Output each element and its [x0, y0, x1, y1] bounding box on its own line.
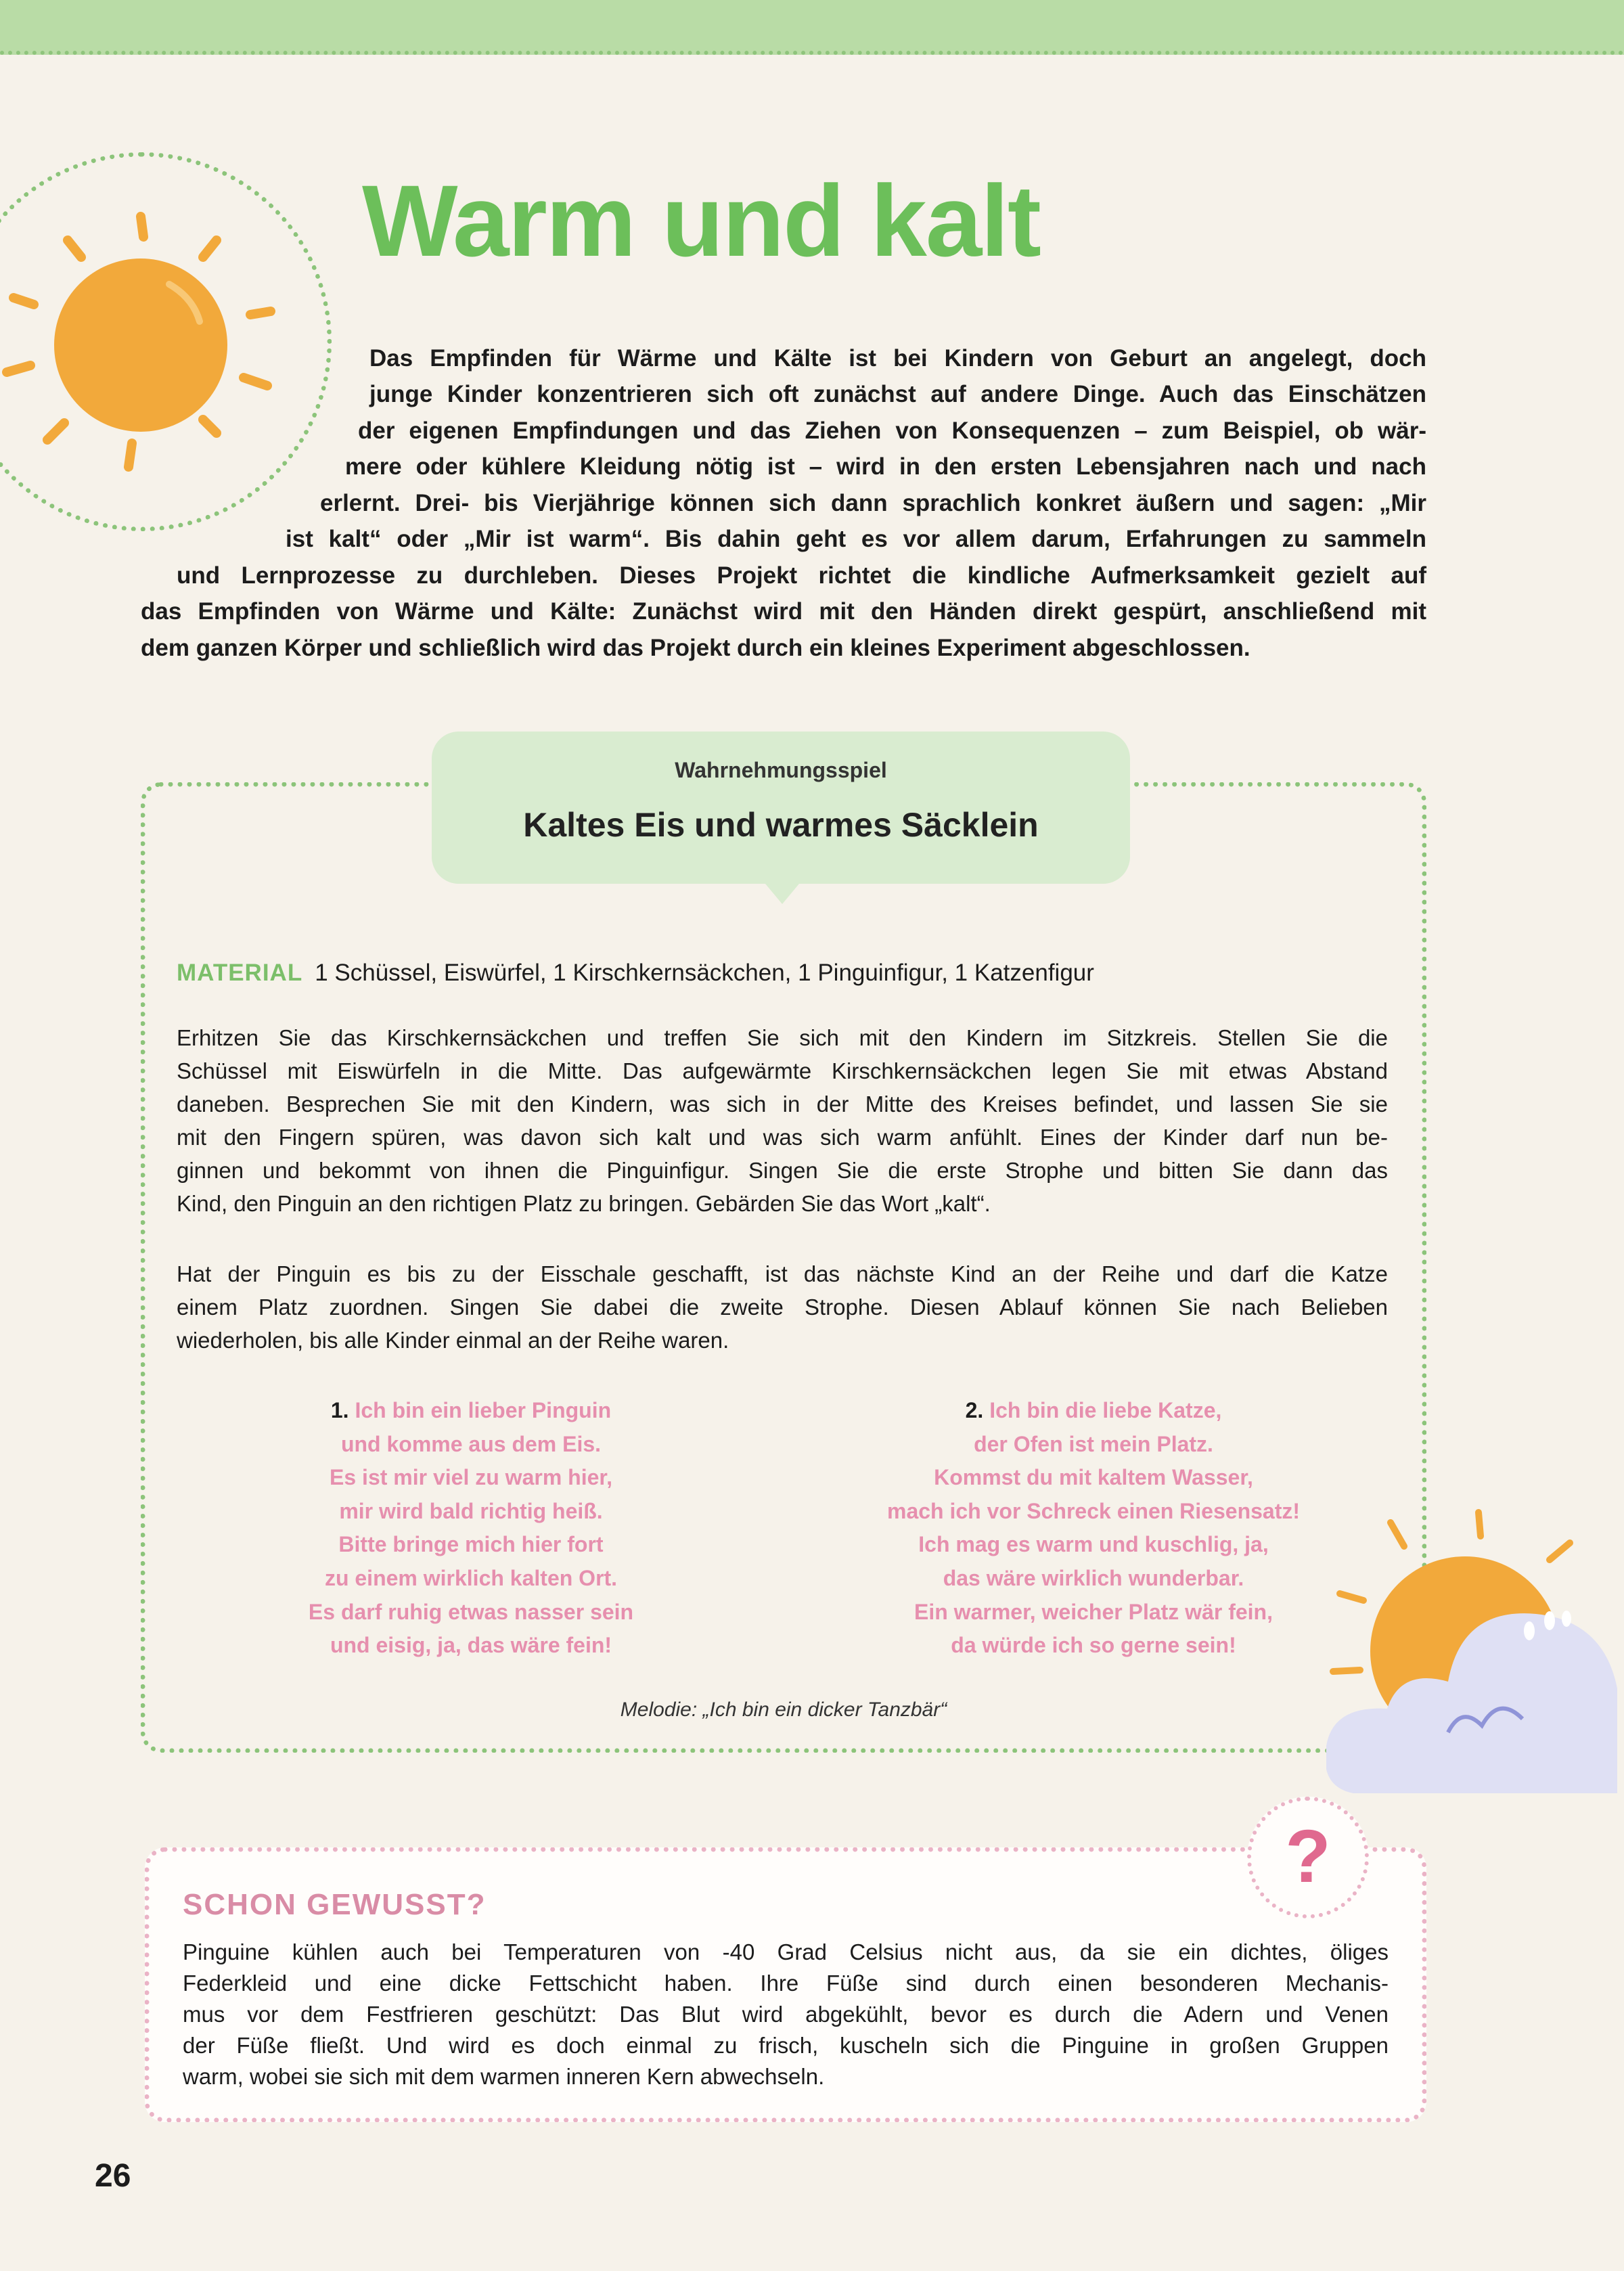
intro-line: Das Empfinden für Wärme und Kälte ist bei Kindern von Geburt an angelegt, doch — [369, 345, 1426, 372]
intro-line: und Lernprozesse zu durchleben. Dieses Projekt richtet die kindliche Aufmerksamkeit gezielt auf — [177, 562, 1426, 589]
paragraph-line: daneben. Besprechen Sie mit den Kindern, was sich in der Mitte des Kreises befindet, und lassen Sie sie — [177, 1092, 1388, 1117]
verse-line: Es ist mir viel zu warm hier, — [330, 1465, 612, 1490]
intro-line: das Empfinden von Wärme und Kälte: Zunächst wird mit den Händen direkt gespürt, anschließend mit — [141, 598, 1426, 625]
paragraph-line: Kind, den Pinguin an den richtigen Platz zu bringen. Gebärden Sie das Wort „kalt“. — [177, 1191, 991, 1216]
paragraph-line: mit den Fingern spüren, was davon sich kalt und was sich warm anfühlt. Eines der Kinder darf nun be- — [177, 1125, 1388, 1150]
verse-line: Kommst du mit kaltem Wasser, — [934, 1465, 1253, 1490]
verse-line: mir wird bald richtig heiß. — [339, 1498, 603, 1523]
verse-line: Ich bin die liebe Katze, — [989, 1398, 1222, 1422]
paragraph-line: Erhitzen Sie das Kirschkernsäckchen und treffen Sie sich mit den Kindern im Sitzkreis. Stellen Sie die — [177, 1025, 1388, 1050]
activity-title: Kaltes Eis und warmes Säcklein — [523, 806, 1039, 844]
verse-1 — [200, 1394, 742, 1663]
fact-line: mus vor dem Festfrieren geschützt: Das Blut wird abgekühlt, bevor es durch die Adern und Venen — [183, 2002, 1389, 2027]
fact-line: der Füße fließt. Und wird es doch einmal zu frisch, kuscheln sich die Pinguine in großen Gruppen — [183, 2033, 1389, 2058]
page-number: 26 — [95, 2158, 131, 2194]
sun-behind-cloud-icon — [1326, 1502, 1624, 1807]
page-title: Warm und kalt — [362, 164, 1040, 277]
verse-number: 1. — [330, 1398, 349, 1422]
paragraph-line: ginnen und bekommt von ihnen die Pinguinfigur. Singen Sie die erste Strophe und bitten Sie dann das — [177, 1158, 1388, 1183]
question-mark-icon: ? — [1247, 1797, 1369, 1918]
sun-icon — [0, 189, 298, 501]
intro-line: dem ganzen Körper und schließlich wird das Projekt durch ein kleines Experiment abgeschlossen. — [141, 635, 1250, 661]
paragraph-line: wiederholen, bis alle Kinder einmal an der Reihe waren. — [177, 1328, 729, 1353]
melody-note: Melodie: „Ich bin ein dicker Tanzbär“ — [620, 1699, 947, 1721]
bubble-tail — [762, 880, 803, 904]
material-line — [177, 960, 1094, 987]
verse-line: und eisig, ja, das wäre fein! — [330, 1633, 612, 1658]
verse-line: Ich mag es warm und kuschlig, ja, — [918, 1532, 1269, 1557]
intro-line: ist kalt“ oder „Mir ist warm“. Bis dahin geht es vor allem darum, Erfahrungen zu sammeln — [286, 526, 1426, 552]
intro-line: der eigenen Empfindungen und das Ziehen von Konsequenzen – zum Beispiel, ob wär- — [358, 418, 1426, 444]
top-decorative-band — [0, 0, 1624, 55]
verse-line: Ein warmer, weicher Platz wär fein, — [914, 1599, 1273, 1624]
verse-line: das wäre wirklich wunderbar. — [943, 1565, 1244, 1590]
verse-line: Es darf ruhig etwas nasser sein — [308, 1599, 634, 1624]
activity-kicker: Wahrnehmungsspiel — [675, 758, 887, 782]
intro-line: mere oder kühlere Kleidung nötig ist – wird in den ersten Lebensjahren nach und nach — [345, 453, 1426, 480]
paragraph-line: Hat der Pinguin es bis zu der Eisschale geschafft, ist das nächste Kind an der Reihe und darf die Katze — [177, 1261, 1388, 1286]
paragraph-line: Schüssel mit Eiswürfeln in die Mitte. Das aufgewärmte Kirschkernsäckchen legen Sie mit etwas Abstand — [177, 1058, 1388, 1083]
fact-line: Federkleid und eine dicke Fettschicht haben. Ihre Füße sind durch einen besonderen Mechanis- — [183, 1971, 1389, 1996]
verse-line: mach ich vor Schreck einen Riesensatz! — [886, 1498, 1301, 1523]
verse-line: und komme aus dem Eis. — [340, 1431, 602, 1456]
fact-line: warm, wobei sie sich mit dem warmen inneren Kern abwechseln. — [183, 2064, 825, 2089]
paragraph-line: einem Platz zuordnen. Singen Sie dabei die zweite Strophe. Diesen Ablauf können Sie nach Belieben — [177, 1295, 1388, 1320]
fact-line: Pinguine kühlen auch bei Temperaturen von -40 Grad Celsius nicht aus, da sie ein dichtes, öliges — [183, 1939, 1389, 1964]
verse-2 — [789, 1394, 1398, 1663]
fact-heading: SCHON GEWUSST? — [183, 1888, 487, 1921]
verse-line: der Ofen ist mein Platz. — [974, 1431, 1213, 1456]
intro-line: junge Kinder konzentrieren sich oft zunächst auf andere Dinge. Auch das Einschätzen — [369, 381, 1426, 407]
verse-line: da würde ich so gerne sein! — [951, 1633, 1236, 1658]
verse-line: zu einem wirklich kalten Ort. — [324, 1565, 618, 1590]
verse-line: Ich bin ein lieber Pinguin — [355, 1398, 612, 1422]
material-list: 1 Schüssel, Eiswürfel, 1 Kirschkernsäckchen, 1 Pinguinfigur, 1 Katzenfigur — [315, 960, 1094, 986]
verse-line: Bitte bringe mich hier fort — [338, 1532, 604, 1557]
material-label: MATERIAL — [177, 960, 303, 986]
intro-line: erlernt. Drei- bis Vierjährige können sich dann sprachlich konkret äußern und sagen: „Mir — [320, 490, 1426, 516]
verse-number: 2. — [965, 1398, 984, 1422]
